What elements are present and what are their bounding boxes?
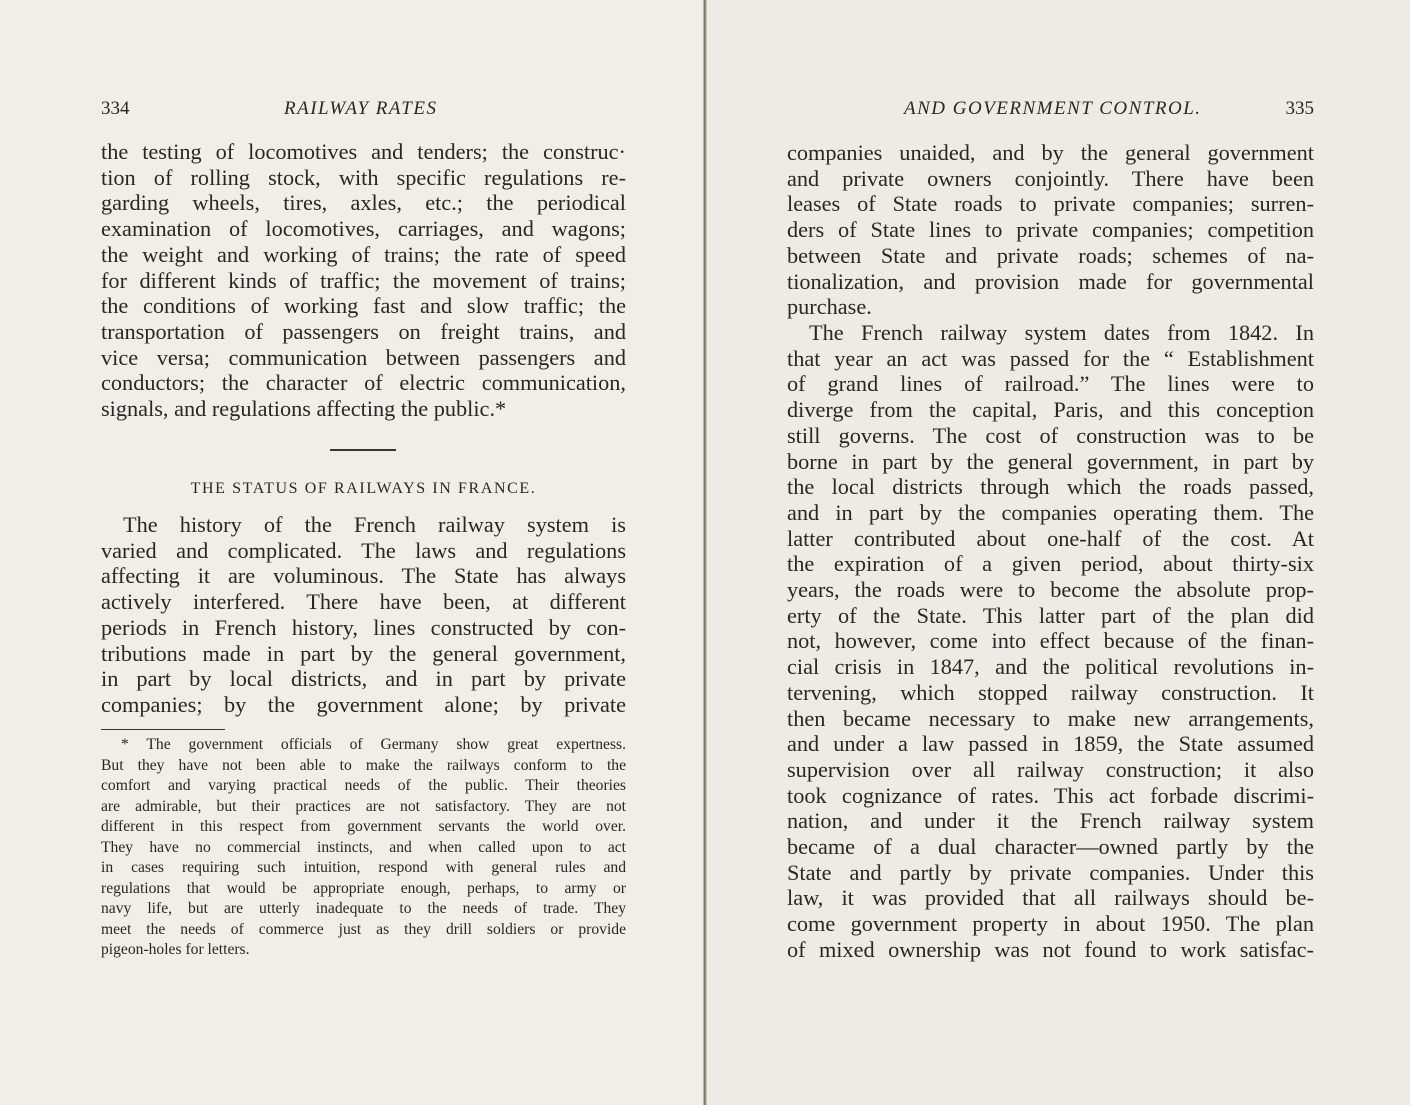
text-line: The French railway system dates from 1842. In: [809, 320, 1314, 345]
text-line: supervision over all railway construction; it also: [787, 756, 1314, 782]
text-line: that year an act was passed for the “ Establishment: [787, 345, 1314, 371]
footnote-line: regulations that would be appropriate enough, perhaps, to army or: [101, 879, 626, 897]
right-running-head: [787, 96, 1314, 122]
text-line: periods in French history, lines constructed by con-: [101, 614, 626, 640]
text-line: the conditions of working fast and slow traffic; the: [101, 293, 626, 319]
text-line: and in part by the companies operating them. The: [787, 499, 1314, 525]
text-line: signals, and regulations affecting the public.*: [101, 396, 507, 422]
text-line: erty of the State. This latter part of the plan did: [787, 602, 1314, 628]
text-line: actively interfered. There have been, at different: [101, 589, 626, 615]
footnote-line: different in this respect from government servants the world over.: [101, 818, 626, 835]
text-line: vice versa; communication between passengers and: [101, 344, 626, 370]
text-line: the weight and working of trains; the rate of speed: [101, 241, 626, 267]
text-line: leases of State roads to private companies; surren-: [787, 191, 1314, 217]
text-line: diverge from the capital, Paris, and this conception: [787, 397, 1314, 423]
text-line: tributions made in part by the general government,: [101, 640, 626, 666]
left-running-title: RAILWAY RATES: [284, 98, 438, 119]
footnote-line: meet the needs of commerce just as they drill soldiers or provide: [101, 920, 626, 938]
text-line: transportation of passengers on freight trains, and: [101, 318, 626, 344]
left-paragraph-2: [101, 512, 626, 718]
text-line: examination of locomotives, carriages, and wagons;: [101, 216, 626, 242]
text-line: borne in part by the general government, in part by: [787, 448, 1314, 474]
text-line: latter contributed about one-half of the cost. At: [787, 525, 1314, 551]
text-line: cial crisis in 1847, and the political revolutions in-: [787, 654, 1314, 680]
footnote-line: But they have not been able to make the railways conform to the: [101, 756, 626, 774]
text-line: varied and complicated. The laws and regulations: [101, 537, 626, 563]
text-line: nation, and under it the French railway system: [787, 808, 1314, 834]
text-line: law, it was provided that all railways should be-: [787, 885, 1314, 911]
text-line: affecting it are voluminous. The State has always: [101, 563, 626, 589]
footnote-line: * The government officials of Germany show great expertness.: [121, 736, 626, 753]
footnote: [101, 735, 626, 961]
text-line: The history of the French railway system is: [123, 512, 626, 537]
footnote-line: comfort and varying practical needs of the public. Their theories: [101, 777, 626, 794]
text-line: years, the roads were to become the absolute prop-: [787, 577, 1314, 603]
section-divider: [330, 449, 396, 451]
text-line: in part by local districts, and in part by private: [101, 666, 626, 692]
footnote-line: are admirable, but their practices are not satisfactory. They are not: [101, 797, 626, 815]
footnote-rule: [101, 729, 225, 730]
left-paragraph-1: [101, 139, 626, 422]
text-line: the local districts through which the roads passed,: [787, 474, 1314, 500]
text-line: tervening, which stopped railway construction. It: [787, 679, 1314, 705]
text-line: State and partly by private companies. Under this: [787, 859, 1314, 885]
text-line: then became necessary to make new arrangements,: [787, 705, 1314, 731]
footnote-line: navy life, but are utterly inadequate to the needs of trade. They: [101, 900, 626, 917]
text-line: companies; by the government alone; by private: [101, 691, 626, 717]
book-gutter: [703, 0, 707, 1105]
text-line: the testing of locomotives and tenders; the construc·: [101, 139, 626, 164]
footnote-line: They have no commercial instincts, and when called upon to act: [101, 838, 626, 856]
right-running-title: AND GOVERNMENT CONTROL.: [904, 98, 1202, 119]
text-line: conductors; the character of electric communication,: [101, 370, 626, 396]
text-line: of mixed ownership was not found to work satisfac-: [787, 936, 1314, 962]
text-line: tionalization, and provision made for governmental: [787, 268, 1314, 294]
text-line: purchase.: [787, 294, 872, 320]
text-line: became of a dual character—owned partly by the: [787, 834, 1314, 860]
text-line: for different kinds of traffic; the movement of trains;: [101, 267, 626, 293]
right-page-number: 335: [1285, 98, 1314, 119]
text-line: not, however, come into effect because of the finan-: [787, 628, 1314, 654]
text-line: come government property in about 1950. The plan: [787, 911, 1314, 937]
text-line: between State and private roads; schemes of na-: [787, 242, 1314, 268]
text-line: and private owners conjointly. There have been: [787, 165, 1314, 191]
right-paragraph-2: [787, 320, 1314, 963]
text-line: still governs. The cost of construction was to be: [787, 422, 1314, 448]
footnote-line: in cases requiring such intuition, respond with general rules and: [101, 859, 626, 876]
text-line: companies unaided, and by the general government: [787, 140, 1314, 165]
right-page: [705, 0, 1410, 1105]
footnote-line: pigeon-holes for letters.: [101, 941, 250, 958]
text-line: took cognizance of rates. This act forbade discrimi-: [787, 782, 1314, 808]
text-line: ders of State lines to private companies; competition: [787, 217, 1314, 243]
text-line: and under a law passed in 1859, the State assumed: [787, 731, 1314, 757]
text-line: the expiration of a given period, about thirty-six: [787, 551, 1314, 577]
text-line: tion of rolling stock, with specific regulations re-: [101, 164, 626, 190]
left-running-head: [101, 96, 626, 122]
right-paragraph-1: [787, 140, 1314, 320]
text-line: garding wheels, tires, axles, etc.; the periodical: [101, 190, 626, 216]
section-heading: THE STATUS OF RAILWAYS IN FRANCE.: [190, 480, 537, 497]
text-line: of grand lines of railroad.” The lines were to: [787, 371, 1314, 397]
left-page-number: 334: [101, 98, 130, 119]
